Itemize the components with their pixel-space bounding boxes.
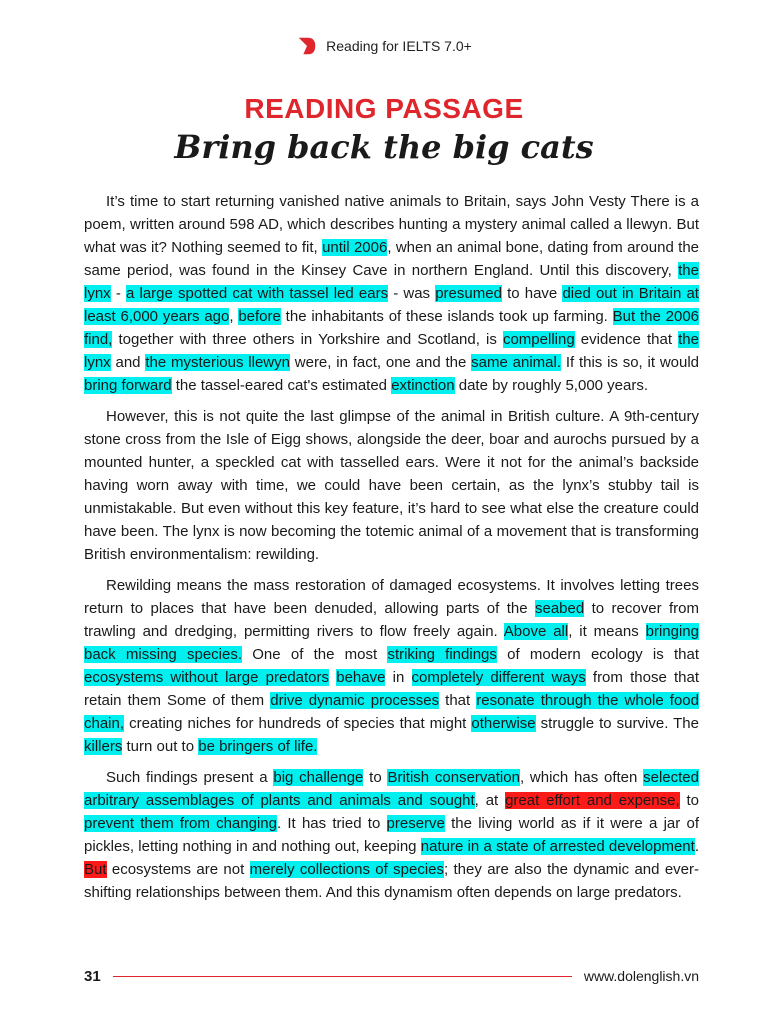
highlight-red: great effort and expense, bbox=[505, 792, 680, 809]
text-run: , it means bbox=[568, 623, 646, 640]
highlight-cyan: be bringers of life. bbox=[198, 738, 318, 755]
highlight-cyan: ecosystems without large predators bbox=[84, 669, 330, 686]
text-run: struggle to survive. The bbox=[535, 715, 699, 732]
highlight-cyan: extinction bbox=[391, 377, 455, 394]
highlight-cyan: But the 2006 find, bbox=[84, 308, 700, 348]
text-run: to bbox=[679, 792, 699, 809]
text-run: together with three others in Yorkshire and Scotland, is bbox=[112, 331, 503, 348]
footer-divider bbox=[113, 976, 572, 977]
text-run: date by roughly 5,000 years. bbox=[454, 377, 649, 394]
page-footer bbox=[84, 966, 699, 986]
highlight-cyan: prevent them from changing bbox=[84, 815, 277, 832]
highlight-cyan: seabed bbox=[535, 600, 585, 617]
highlight-cyan: the mysterious llewyn bbox=[145, 354, 290, 371]
passage-title: Bring back the big cats bbox=[174, 128, 594, 166]
highlight-cyan: same animal. bbox=[471, 354, 562, 371]
highlight-cyan: otherwise bbox=[471, 715, 536, 732]
text-run: , at bbox=[474, 792, 506, 809]
text-run: the tassel-eared cat's estimated bbox=[171, 377, 392, 394]
page-number: 31 bbox=[84, 967, 101, 985]
highlight-cyan: until 2006 bbox=[322, 239, 388, 256]
highlight-cyan: bringing back missing species. bbox=[84, 623, 699, 663]
text-run: , which has often bbox=[519, 769, 644, 786]
highlight-cyan: merely collections of species bbox=[249, 861, 445, 878]
page-header bbox=[0, 34, 768, 58]
highlight-cyan: killers bbox=[84, 738, 123, 755]
highlight-cyan: Above all bbox=[503, 623, 569, 640]
text-run: , when an animal bone, dating from around the same period, was found in the Kinsey Cave in northern England. Until this discovery, bbox=[84, 239, 699, 279]
text-run: turn out to bbox=[122, 738, 199, 755]
text-run: from those that retain them Some of them bbox=[84, 669, 699, 709]
highlight-cyan: drive dynamic processes bbox=[270, 692, 440, 709]
highlight-cyan: resonate through the whole food chain, bbox=[84, 692, 699, 732]
text-run: , bbox=[229, 308, 239, 325]
text-run: . bbox=[694, 838, 699, 855]
paragraph bbox=[84, 190, 699, 397]
highlight-cyan: compelling bbox=[502, 331, 575, 348]
highlight-cyan: a large spotted cat with tassel led ears bbox=[126, 285, 389, 302]
text-run: the inhabitants of these islands took up farming. bbox=[280, 308, 613, 325]
highlight-cyan: the lynx bbox=[84, 331, 699, 371]
highlight-cyan: British conservation bbox=[387, 769, 520, 786]
paragraph bbox=[84, 766, 699, 904]
highlight-cyan: died out in Britain at least 6,000 years ago bbox=[84, 285, 699, 325]
text-run: to have bbox=[501, 285, 563, 302]
highlight-cyan: preserve bbox=[386, 815, 445, 832]
text-run: evidence that bbox=[574, 331, 679, 348]
text-run: One of the most bbox=[242, 646, 388, 663]
header-brand: Reading for IELTS 7.0+ bbox=[326, 38, 472, 54]
text-run: in bbox=[385, 669, 412, 686]
paragraph bbox=[84, 574, 699, 758]
text-run: ecosystems are not bbox=[106, 861, 250, 878]
highlight-cyan: nature in a state of arrested development bbox=[420, 838, 695, 855]
text-run: ; they are also the dynamic and ever-shifting relationships between them. And this dynamism often depends on large predators. bbox=[84, 861, 699, 901]
text-run: of modern ecology is that bbox=[496, 646, 699, 663]
text-run: that bbox=[439, 692, 477, 709]
text-run: Rewilding means the mass restoration of damaged ecosystems. It involves letting trees return to places that have been denuded, allowing parts of the bbox=[84, 577, 699, 617]
highlight-red: But bbox=[84, 861, 107, 878]
section-kicker: READING PASSAGE bbox=[244, 93, 524, 124]
text-run: to recover from trawling and dredging, permitting rivers to flow freely again. bbox=[84, 600, 699, 640]
text-run: - was bbox=[388, 285, 436, 302]
text-run: to bbox=[363, 769, 388, 786]
text-run: the living world as if it were a jar of pickles, letting nothing in and nothing out, keeping bbox=[84, 815, 699, 855]
highlight-cyan: before bbox=[238, 308, 281, 325]
text-run: were, in fact, one and the bbox=[289, 354, 472, 371]
highlight-cyan: selected arbitrary assemblages of plants and animals and sought bbox=[84, 769, 699, 809]
text-run: - bbox=[110, 285, 126, 302]
text-run: Such findings present a bbox=[106, 769, 274, 786]
text-run: If this is so, it would bbox=[561, 354, 700, 371]
paragraph bbox=[84, 405, 699, 566]
highlight-cyan: behave bbox=[336, 669, 386, 686]
text-run: . It has tried to bbox=[276, 815, 387, 832]
text-run: and bbox=[110, 354, 146, 371]
footer-website: www.dolenglish.vn bbox=[583, 968, 699, 984]
brand-logo-icon bbox=[296, 35, 318, 57]
highlight-cyan: big challenge bbox=[273, 769, 364, 786]
text-run: However, this is not quite the last glimpse of the animal in British culture. A 9th-century stone cross from the Isle of Eigg shows, alongside the deer, boar and aurochs pursued by a mounted hunter, a speckled cat with tasselled ears. Were it not for the animal’s backside having worn away with time, we could have been certain, as the lynx’s stubby tail is unmistakable. But even without this key feature, it’s hard to see what else the creature could have been. The lynx is now becoming the totemic animal of a movement that is transforming British environmentalism: rewilding. bbox=[84, 408, 699, 563]
highlight-cyan: bring forward bbox=[84, 377, 172, 394]
text-run: creating niches for hundreds of species that might bbox=[124, 715, 472, 732]
highlight-cyan: completely different ways bbox=[411, 669, 586, 686]
passage-body bbox=[84, 190, 699, 912]
highlight-cyan: the lynx bbox=[84, 262, 699, 302]
highlight-cyan: striking findings bbox=[387, 646, 497, 663]
text-run: It’s time to start returning vanished native animals to Britain, says John Vesty There is a poem, written around 598 AD, which describes hunting a mystery animal called a llewyn. But what was it? Nothing seemed to fit, bbox=[84, 193, 699, 256]
highlight-cyan: presumed bbox=[435, 285, 502, 302]
